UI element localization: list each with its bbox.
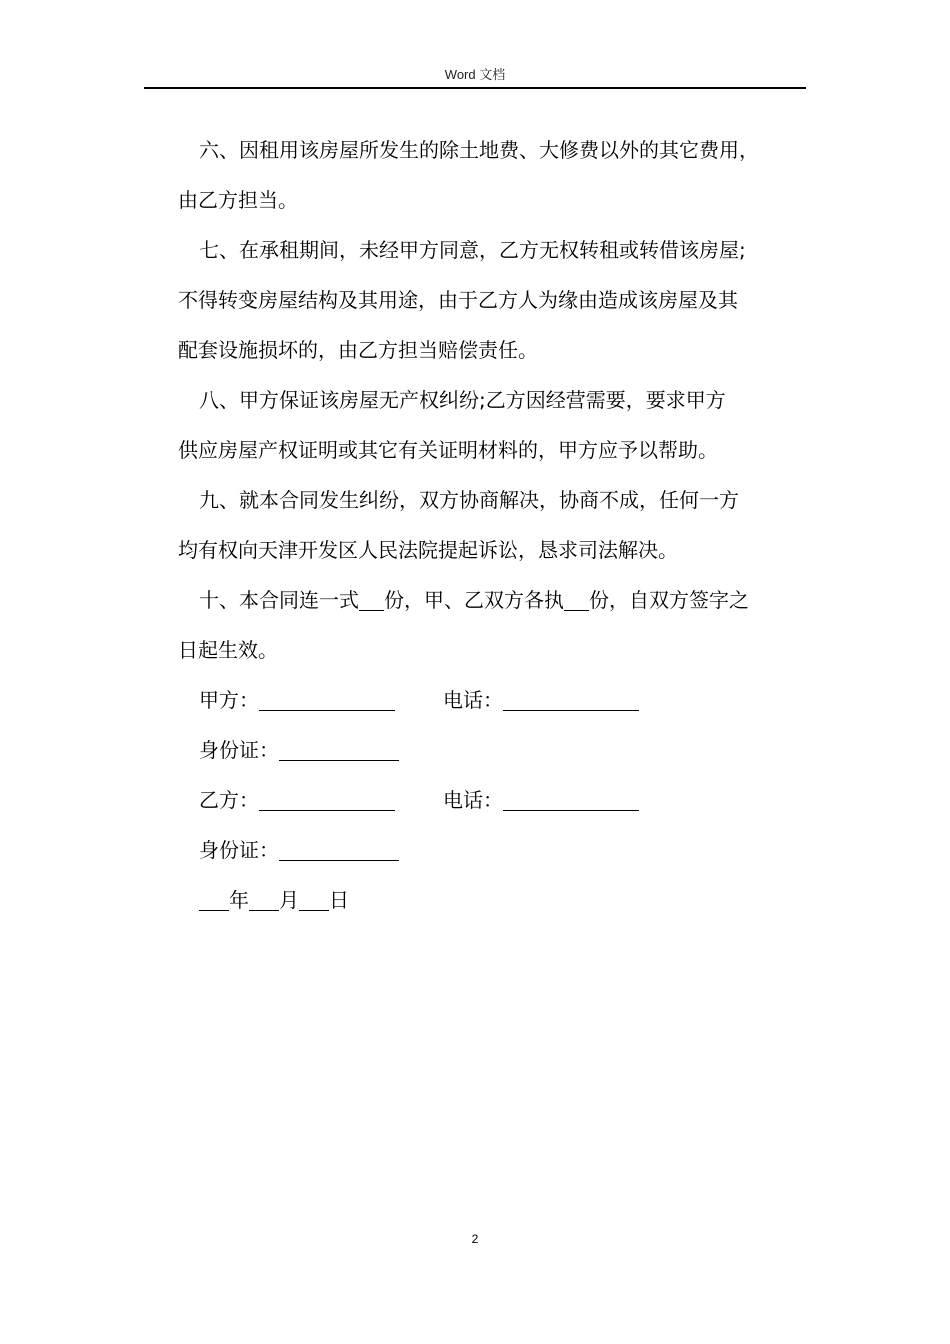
party-b-phone-blank[interactable] <box>503 790 639 811</box>
clause-10-line-2: 日起生效。 <box>178 638 278 662</box>
copies-total-blank[interactable] <box>359 590 384 611</box>
clause-10-line-1 <box>178 575 818 625</box>
party-a-phone-label: 电话： <box>443 688 503 712</box>
party-a-signature-blank[interactable] <box>259 690 395 711</box>
party-b-row <box>178 775 818 825</box>
party-b-signature-blank[interactable] <box>259 790 395 811</box>
page-number: 2 <box>471 1232 479 1246</box>
clause-10-text-a: 十、本合同连一式 <box>199 588 359 612</box>
clause-10-text-b: 份，甲、乙双方各执 <box>384 588 564 612</box>
party-b-phone-label: 电话： <box>443 788 503 812</box>
year-label: 年 <box>229 888 249 912</box>
clause-8-line-1: 八、甲方保证该房屋无产权纠纷;乙方因经营需要，要求甲方 <box>199 388 726 412</box>
day-label: 日 <box>329 888 349 912</box>
month-blank[interactable] <box>249 890 279 911</box>
clause-6-line-1: 六、因租用该房屋所发生的除土地费、大修费以外的其它费用， <box>199 138 759 162</box>
party-b-label: 乙方： <box>199 788 259 812</box>
party-b-id-row <box>178 825 818 875</box>
document-body <box>178 125 818 925</box>
month-label: 月 <box>279 888 299 912</box>
clause-7-line-2: 不得转变房屋结构及其用途，由于乙方人为缘由造成该房屋及其 <box>178 288 738 312</box>
party-a-id-label: 身份证： <box>199 738 279 762</box>
page-header: Word 文档 <box>444 67 506 82</box>
party-a-label: 甲方： <box>199 688 259 712</box>
day-blank[interactable] <box>299 890 329 911</box>
party-b-id-blank[interactable] <box>279 840 399 861</box>
clause-9-line-1: 九、就本合同发生纠纷，双方协商解决，协商不成，任何一方 <box>199 488 739 512</box>
party-a-id-blank[interactable] <box>279 740 399 761</box>
party-b-id-label: 身份证： <box>199 838 279 862</box>
party-a-phone-blank[interactable] <box>503 690 639 711</box>
clause-10-text-c: 份，自双方签字之 <box>589 588 749 612</box>
copies-each-blank[interactable] <box>564 590 589 611</box>
header-divider <box>144 87 806 89</box>
clause-7-line-3: 配套设施损坏的，由乙方担当赔偿责任。 <box>178 338 538 362</box>
clause-8-line-2: 供应房屋产权证明或其它有关证明材料的，甲方应予以帮助。 <box>178 438 718 462</box>
year-blank[interactable] <box>199 890 229 911</box>
clause-9-line-2: 均有权向天津开发区人民法院提起诉讼，恳求司法解决。 <box>178 538 678 562</box>
party-a-row <box>178 675 818 725</box>
date-row <box>178 875 818 925</box>
party-a-id-row <box>178 725 818 775</box>
clause-6-line-2: 由乙方担当。 <box>178 188 298 212</box>
clause-7-line-1: 七、在承租期间，未经甲方同意，乙方无权转租或转借该房屋; <box>199 238 746 262</box>
